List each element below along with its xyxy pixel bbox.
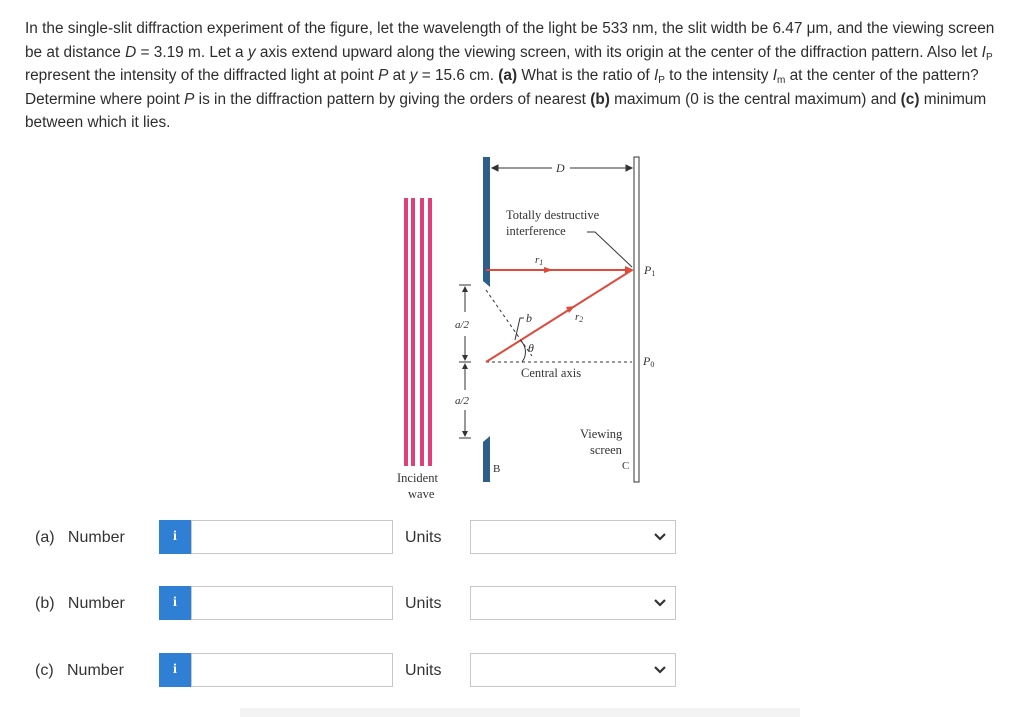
- interference-pointer: [587, 232, 632, 267]
- diffraction-figure: [380, 150, 660, 510]
- label-d: D: [556, 161, 565, 175]
- label-b-barrier: B: [493, 463, 501, 475]
- slit-barrier: [483, 157, 490, 482]
- label-incident: Incident: [397, 471, 438, 485]
- label-b: b: [526, 311, 532, 325]
- label-wave: wave: [408, 487, 435, 501]
- label-viewing: Viewing: [580, 427, 623, 441]
- answer-row-a: [0, 518, 1024, 558]
- wavefront-dashes: [486, 290, 632, 362]
- info-button-b[interactable]: [159, 586, 191, 620]
- label-central-axis: Central axis: [521, 366, 582, 380]
- label-r2: r2: [575, 311, 584, 324]
- b-pointer: [515, 318, 524, 340]
- chevron-down-icon: [653, 596, 667, 610]
- label-p1: P1: [644, 263, 656, 278]
- label-c: C: [622, 460, 630, 472]
- label-r1: r1: [535, 254, 544, 267]
- label-p0: P0: [643, 354, 655, 369]
- answer-row-c: [0, 651, 1024, 691]
- question-text: In the single-slit diffraction experiment of the figure, let the wavelength of the light be 533 nm, the slit width be 6.47 μm, and the viewing screen be at distance D = 3.19 m. Let a y axis extend upward along the viewing screen, with its origin at the center of the diffraction pattern. Also let $I_P$ represent the intensity of the diffracted light at point P at y = 15.6 cm. (a) What is the ratio of $I_P$ to the intensity $I_m$ at the center of the pattern? Determine where point P is in the diffraction pattern by giving the orders of nearest (b) maximum (0 is the central maximum) and (c) minimum between which it lies.: [25, 20, 995, 131]
- info-button-a[interactable]: [159, 520, 191, 554]
- number-input-c[interactable]: [191, 653, 393, 687]
- label-totally-destructive: Totally destructive: [506, 208, 600, 222]
- chevron-down-icon: [653, 663, 667, 677]
- row-label-b: (b) Number: [35, 595, 125, 612]
- row-label-a: (a) Number: [35, 529, 125, 546]
- units-label-b: Units: [405, 595, 442, 612]
- row-label-c: (c) Number: [35, 662, 124, 679]
- units-select-a[interactable]: [470, 520, 676, 554]
- answer-row-b: [0, 584, 1024, 624]
- theta-arc: [520, 340, 525, 362]
- label-theta: θ: [528, 341, 534, 355]
- units-label-a: Units: [405, 529, 442, 546]
- info-icon: i: [173, 662, 177, 677]
- chevron-down-icon: [653, 530, 667, 544]
- units-label-c: Units: [405, 662, 442, 679]
- viewing-screen: [634, 157, 639, 482]
- incident-wave: [404, 198, 432, 466]
- number-input-a[interactable]: [191, 520, 393, 554]
- units-select-c[interactable]: [470, 653, 676, 687]
- label-a-half-top: a/2: [455, 319, 470, 331]
- label-screen: screen: [590, 443, 622, 457]
- info-icon: i: [173, 529, 177, 544]
- info-button-c[interactable]: [159, 653, 191, 687]
- units-select-b[interactable]: [470, 586, 676, 620]
- number-input-b[interactable]: [191, 586, 393, 620]
- info-icon: i: [173, 595, 177, 610]
- label-a-half-bottom: a/2: [455, 395, 470, 407]
- label-interference: interference: [506, 224, 566, 238]
- a-half-markers: [459, 285, 471, 438]
- rays: [486, 266, 634, 362]
- bottom-bar: [240, 708, 800, 717]
